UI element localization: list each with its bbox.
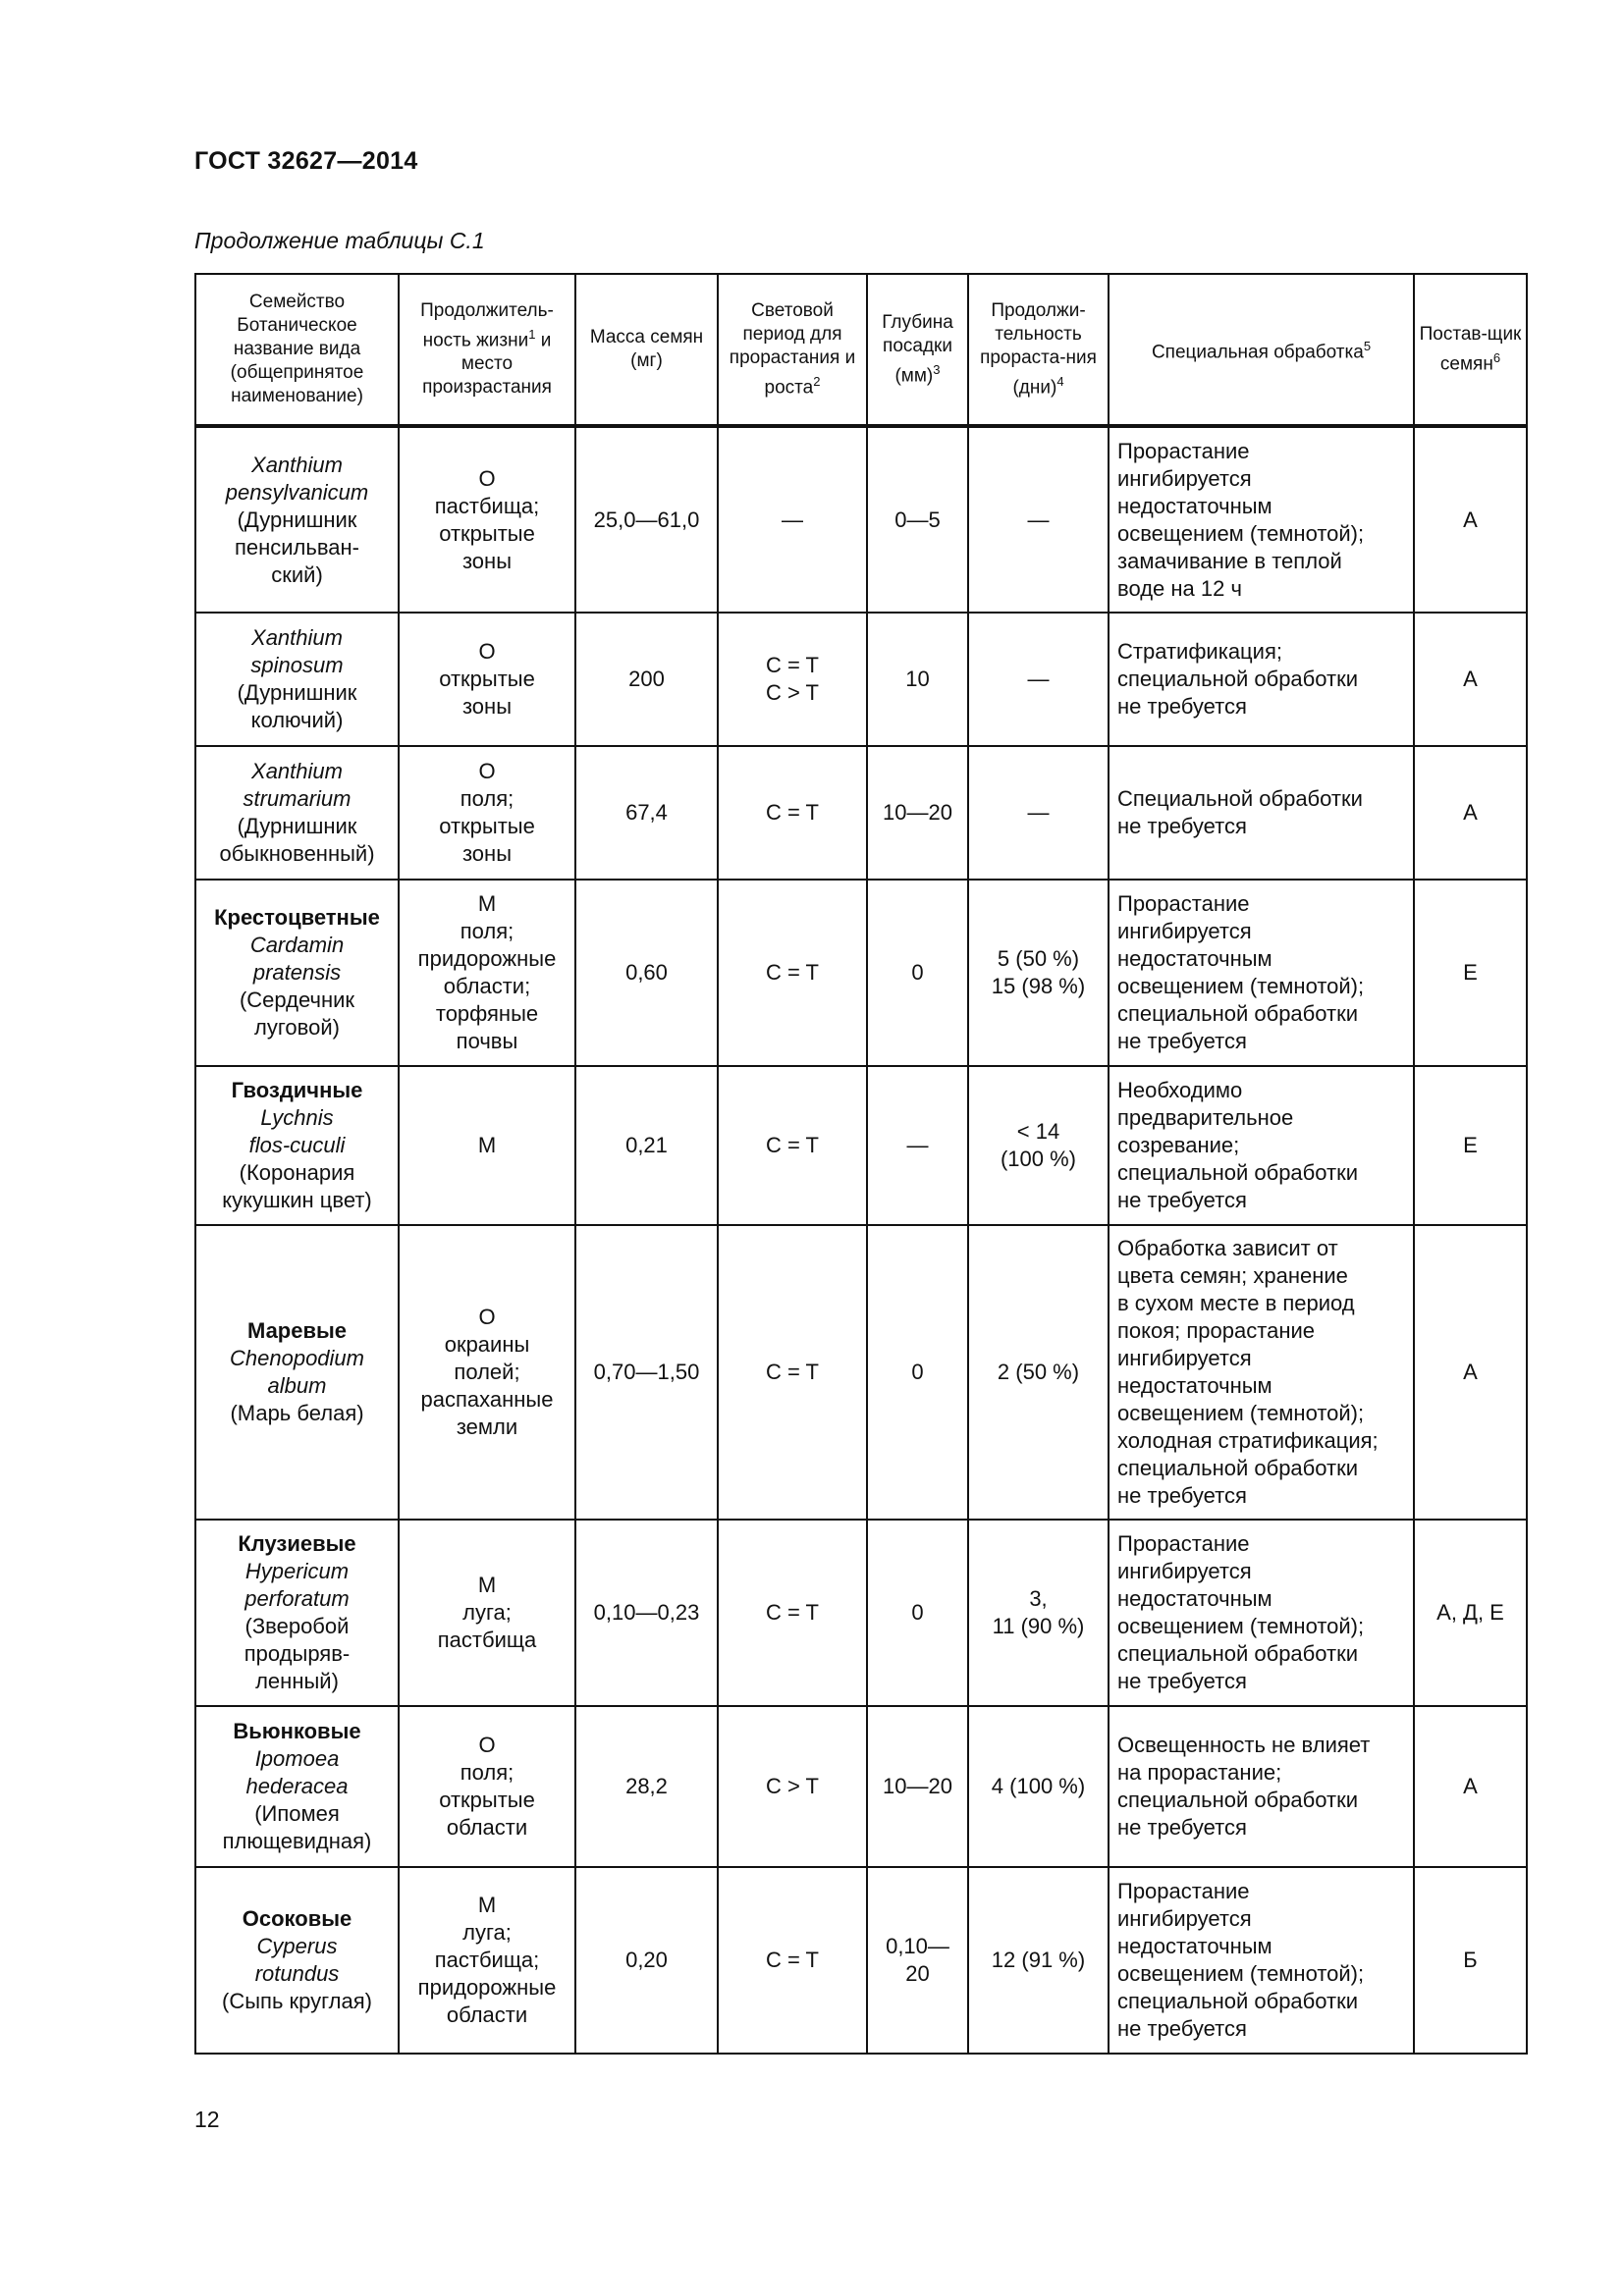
table-row bbox=[195, 1867, 1527, 2054]
species-name-cell bbox=[195, 613, 399, 746]
common-name: обыкновенный) bbox=[219, 841, 375, 866]
common-name: колючий) bbox=[250, 708, 344, 732]
supplier-value: А bbox=[1463, 667, 1478, 691]
planting-depth-cell bbox=[867, 1867, 968, 2054]
special-treatment-line: освещением (темнотой); bbox=[1117, 1614, 1365, 1638]
germination-duration-cell bbox=[968, 880, 1109, 1066]
seed-mass-value: 0,21 bbox=[625, 1133, 668, 1157]
special-treatment-line: специальной обработки bbox=[1117, 1160, 1359, 1185]
seed-mass-cell bbox=[575, 1066, 718, 1225]
life-habitat-cell bbox=[399, 1520, 575, 1706]
latin-name: album bbox=[267, 1373, 327, 1398]
special-treatment-line: ингибируется bbox=[1117, 919, 1252, 943]
life-habitat-line: поля; bbox=[460, 919, 514, 943]
life-habitat-line: О bbox=[478, 639, 496, 664]
light-period-cell bbox=[718, 1225, 867, 1520]
supplier-value: А bbox=[1463, 800, 1478, 825]
species-name-cell bbox=[195, 1706, 399, 1867]
life-habitat-line: зоны bbox=[461, 694, 513, 719]
special-treatment-line: Специальной обработки bbox=[1117, 786, 1363, 811]
light-period-cell bbox=[718, 1066, 867, 1225]
latin-name: rotundus bbox=[254, 1961, 340, 1986]
life-habitat-line: луга; bbox=[462, 1600, 512, 1625]
light-period-value: C = T bbox=[765, 1360, 819, 1384]
planting-depth-value: 0 bbox=[911, 1600, 924, 1625]
life-habitat-line: поля; bbox=[460, 1760, 514, 1785]
common-name: продыряв- bbox=[244, 1641, 351, 1666]
latin-name: Cyperus bbox=[256, 1934, 338, 1958]
light-period-value: — bbox=[782, 507, 803, 532]
special-treatment-line: в сухом месте в период bbox=[1117, 1291, 1355, 1315]
table-row bbox=[195, 880, 1527, 1066]
special-treatment-cell bbox=[1109, 1867, 1414, 2054]
special-treatment-line: ингибируется bbox=[1117, 1559, 1252, 1583]
seed-mass-value: 200 bbox=[628, 667, 665, 691]
life-habitat-line: М bbox=[477, 1573, 497, 1597]
special-treatment-line: не требуется bbox=[1117, 1188, 1247, 1212]
common-name: (Ипомея bbox=[254, 1801, 340, 1826]
special-treatment-line: замачивание в теплой bbox=[1117, 548, 1342, 573]
table-body bbox=[195, 426, 1527, 2054]
life-habitat-cell bbox=[399, 1066, 575, 1225]
latin-name: Lychnis bbox=[260, 1105, 334, 1130]
germination-duration-value: < 14 bbox=[1016, 1119, 1060, 1144]
life-habitat-line: торфяные bbox=[435, 1001, 539, 1026]
species-name-cell bbox=[195, 1225, 399, 1520]
supplier-cell bbox=[1414, 426, 1527, 613]
table-row bbox=[195, 1706, 1527, 1867]
table-row bbox=[195, 1520, 1527, 1706]
planting-depth-value: 0,10— bbox=[886, 1934, 949, 1958]
col-header-treatment: Специальная обработка$^5$ bbox=[1109, 274, 1414, 426]
germination-duration-value: 4 (100 %) bbox=[991, 1774, 1086, 1798]
light-period-value: C = T bbox=[765, 1133, 819, 1157]
common-name: (Марь белая) bbox=[230, 1401, 364, 1425]
special-treatment-line: не требуется bbox=[1117, 1029, 1247, 1053]
family-name: Крестоцветные bbox=[214, 905, 380, 930]
table-caption: Продолжение таблицы С.1 bbox=[194, 228, 485, 253]
supplier-value: А, Д, Е bbox=[1436, 1600, 1504, 1625]
germination-duration-value: 12 (91 %) bbox=[991, 1948, 1086, 1972]
planting-depth-cell bbox=[867, 746, 968, 880]
germination-duration-cell bbox=[968, 746, 1109, 880]
special-treatment-cell bbox=[1109, 1225, 1414, 1520]
special-treatment-line: Необходимо bbox=[1117, 1078, 1243, 1102]
special-treatment-line: Прорастание bbox=[1117, 1879, 1250, 1903]
special-treatment-line: покоя; прорастание bbox=[1117, 1318, 1315, 1343]
supplier-cell bbox=[1414, 880, 1527, 1066]
life-habitat-line: земли bbox=[456, 1415, 518, 1439]
special-treatment-cell bbox=[1109, 1706, 1414, 1867]
life-habitat-line: почвы bbox=[456, 1029, 518, 1053]
special-treatment-line: Прорастание bbox=[1117, 438, 1250, 463]
life-habitat-line: области bbox=[446, 1815, 528, 1840]
light-period-cell bbox=[718, 426, 867, 613]
life-habitat-line: пастбища; bbox=[434, 1948, 540, 1972]
special-treatment-cell bbox=[1109, 746, 1414, 880]
common-name: (Дурнишник bbox=[237, 814, 357, 838]
special-treatment-line: недостаточным bbox=[1117, 946, 1272, 971]
light-period-cell bbox=[718, 1706, 867, 1867]
light-period-cell bbox=[718, 880, 867, 1066]
special-treatment-line: Прорастание bbox=[1117, 891, 1250, 916]
special-treatment-line: не требуется bbox=[1117, 694, 1247, 719]
special-treatment-line: холодная стратификация; bbox=[1117, 1428, 1379, 1453]
germination-duration-value: 3, bbox=[1029, 1586, 1048, 1611]
germination-duration-cell bbox=[968, 613, 1109, 746]
light-period-value: C = T bbox=[765, 1948, 819, 1972]
special-treatment-line: не требуется bbox=[1117, 1483, 1247, 1508]
supplier-value: Е bbox=[1463, 960, 1478, 985]
special-treatment-line: освещением (темнотой); bbox=[1117, 520, 1365, 546]
seed-mass-cell bbox=[575, 426, 718, 613]
special-treatment-line: созревание; bbox=[1117, 1133, 1240, 1157]
seed-mass-value: 28,2 bbox=[625, 1774, 668, 1798]
life-habitat-line: открытые bbox=[439, 667, 535, 691]
latin-name: spinosum bbox=[250, 653, 344, 677]
planting-depth-value: 20 bbox=[905, 1961, 930, 1986]
common-name: (Коронария bbox=[239, 1160, 355, 1185]
life-habitat-line: полей; bbox=[454, 1360, 520, 1384]
life-habitat-line: зоны bbox=[461, 548, 513, 573]
germination-duration-cell bbox=[968, 1225, 1109, 1520]
life-habitat-cell bbox=[399, 1225, 575, 1520]
special-treatment-line: не требуется bbox=[1117, 1669, 1247, 1693]
planting-depth-cell bbox=[867, 1066, 968, 1225]
supplier-value: Е bbox=[1463, 1133, 1478, 1157]
germination-duration-value: — bbox=[1027, 507, 1050, 532]
light-period-cell bbox=[718, 746, 867, 880]
light-period-value: C = T bbox=[765, 800, 819, 825]
table-row bbox=[195, 746, 1527, 880]
latin-name: Ipomoea bbox=[254, 1746, 340, 1771]
germination-duration-value: (100 %) bbox=[1000, 1147, 1077, 1171]
special-treatment-line: Освещенность не влияет bbox=[1117, 1733, 1371, 1757]
special-treatment-line: освещением (темнотой); bbox=[1117, 974, 1365, 998]
light-period-value: C = T bbox=[765, 1600, 819, 1625]
supplier-value: А bbox=[1463, 1774, 1478, 1798]
special-treatment-line: освещением (темнотой); bbox=[1117, 1961, 1365, 1986]
special-treatment-line: специальной обработки bbox=[1117, 1788, 1359, 1812]
supplier-cell bbox=[1414, 1706, 1527, 1867]
seed-mass-value: 0,10—0,23 bbox=[593, 1600, 700, 1625]
planting-depth-cell bbox=[867, 613, 968, 746]
life-habitat-line: зоны bbox=[461, 841, 513, 866]
table-row bbox=[195, 1066, 1527, 1225]
planting-depth-cell bbox=[867, 1520, 968, 1706]
germination-duration-cell bbox=[968, 1520, 1109, 1706]
germination-duration-value: 15 (98 %) bbox=[991, 974, 1086, 998]
special-treatment-line: специальной обработки bbox=[1117, 1001, 1359, 1026]
special-treatment-line: недостаточным bbox=[1117, 493, 1272, 518]
family-name: Клузиевые bbox=[238, 1531, 356, 1556]
germination-duration-value: 11 (90 %) bbox=[992, 1614, 1085, 1638]
supplier-cell bbox=[1414, 1225, 1527, 1520]
special-treatment-cell bbox=[1109, 880, 1414, 1066]
common-name: пенсильван- bbox=[234, 534, 360, 560]
planting-depth-cell bbox=[867, 426, 968, 613]
light-period-value: C = T bbox=[765, 960, 819, 985]
life-habitat-line: открытые bbox=[439, 520, 535, 546]
seed-mass-cell bbox=[575, 1520, 718, 1706]
special-treatment-line: не требуется bbox=[1117, 1815, 1247, 1840]
germination-duration-value: — bbox=[1027, 800, 1050, 825]
seed-mass-value: 0,70—1,50 bbox=[593, 1360, 700, 1384]
life-habitat-line: О bbox=[478, 759, 496, 783]
col-header-name: Семейство Ботаническое название вида (общепринятое наименование) bbox=[195, 274, 399, 426]
germination-duration-cell bbox=[968, 1066, 1109, 1225]
special-treatment-line: Стратификация; bbox=[1117, 639, 1282, 664]
life-habitat-cell bbox=[399, 880, 575, 1066]
seed-mass-cell bbox=[575, 1706, 718, 1867]
species-name-cell bbox=[195, 1520, 399, 1706]
life-habitat-line: распаханные bbox=[420, 1387, 554, 1412]
family-name: Маревые bbox=[246, 1318, 348, 1343]
special-treatment-line: ингибируется bbox=[1117, 1906, 1252, 1931]
life-habitat-cell bbox=[399, 746, 575, 880]
common-name: луговой) bbox=[254, 1015, 340, 1040]
life-habitat-line: О bbox=[478, 1305, 496, 1329]
special-treatment-cell bbox=[1109, 1066, 1414, 1225]
special-treatment-line: специальной обработки bbox=[1117, 667, 1359, 691]
family-name: Гвоздичные bbox=[231, 1078, 363, 1102]
seed-table bbox=[194, 273, 1528, 2055]
seed-mass-cell bbox=[575, 613, 718, 746]
life-habitat-line: окраины bbox=[444, 1332, 530, 1357]
latin-name: Xanthium bbox=[251, 759, 343, 783]
page-number: 12 bbox=[194, 2107, 220, 2132]
light-period-value: C > T bbox=[765, 1774, 819, 1798]
common-name: кукушкин цвет) bbox=[222, 1188, 372, 1212]
planting-depth-cell bbox=[867, 1706, 968, 1867]
common-name: (Дурнишник bbox=[237, 680, 357, 705]
seed-mass-cell bbox=[575, 1867, 718, 2054]
latin-name: pensylvanicum bbox=[225, 479, 369, 505]
planting-depth-value: 10—20 bbox=[883, 1774, 952, 1798]
family-name: Вьюнковые bbox=[233, 1719, 361, 1743]
special-treatment-line: специальной обработки bbox=[1117, 1989, 1359, 2013]
special-treatment-line: недостаточным bbox=[1117, 1586, 1272, 1611]
special-treatment-line: освещением (темнотой); bbox=[1117, 1401, 1365, 1425]
special-treatment-line: предварительное bbox=[1117, 1105, 1294, 1130]
life-habitat-cell bbox=[399, 426, 575, 613]
life-habitat-line: придорожные bbox=[417, 1975, 557, 2000]
germination-duration-cell bbox=[968, 426, 1109, 613]
seed-mass-cell bbox=[575, 880, 718, 1066]
species-name-cell bbox=[195, 880, 399, 1066]
col-header-life: Продолжитель-ность жизни$^1$ и место произрастания bbox=[399, 274, 575, 426]
special-treatment-cell bbox=[1109, 1520, 1414, 1706]
common-name: ский) bbox=[271, 561, 323, 587]
supplier-value: А bbox=[1463, 507, 1478, 532]
species-name-cell bbox=[195, 1867, 399, 2054]
light-period-cell bbox=[718, 1867, 867, 2054]
special-treatment-cell bbox=[1109, 613, 1414, 746]
light-period-cell bbox=[718, 613, 867, 746]
special-treatment-line: Обработка зависит от bbox=[1117, 1236, 1338, 1260]
table-header-row bbox=[195, 274, 1527, 426]
special-treatment-line: цвета семян; хранение bbox=[1117, 1263, 1348, 1288]
common-name: плющевидная) bbox=[222, 1829, 372, 1853]
life-habitat-line: О bbox=[478, 1733, 496, 1757]
latin-name: Xanthium bbox=[251, 625, 343, 650]
life-habitat-line: М bbox=[477, 1893, 497, 1917]
supplier-cell bbox=[1414, 1066, 1527, 1225]
special-treatment-line: не требуется bbox=[1117, 814, 1247, 838]
supplier-cell bbox=[1414, 746, 1527, 880]
life-habitat-line: О bbox=[478, 465, 496, 491]
latin-name: flos-cuculi bbox=[248, 1133, 346, 1157]
latin-name: perforatum bbox=[244, 1586, 350, 1611]
special-treatment-line: ингибируется bbox=[1117, 465, 1252, 491]
special-treatment-line: на прорастание; bbox=[1117, 1760, 1282, 1785]
document-header: ГОСТ 32627—2014 bbox=[194, 147, 418, 175]
life-habitat-line: М bbox=[477, 1133, 497, 1157]
planting-depth-cell bbox=[867, 880, 968, 1066]
common-name: ленный) bbox=[255, 1669, 339, 1693]
latin-name: hederacea bbox=[245, 1774, 349, 1798]
planting-depth-value: 0 bbox=[911, 960, 924, 985]
life-habitat-line: луга; bbox=[462, 1920, 512, 1945]
col-header-duration: Продолжи-тельность прораста-ния (дни)$^4$ bbox=[968, 274, 1109, 426]
common-name: (Сыпь круглая) bbox=[222, 1989, 372, 2013]
special-treatment-line: Прорастание bbox=[1117, 1531, 1250, 1556]
table-row bbox=[195, 613, 1527, 746]
col-header-depth: Глубина посадки (мм)$^3$ bbox=[867, 274, 968, 426]
life-habitat-line: поля; bbox=[460, 786, 514, 811]
supplier-value: А bbox=[1463, 1360, 1478, 1384]
seed-mass-value: 0,20 bbox=[625, 1948, 668, 1972]
light-period-cell bbox=[718, 1520, 867, 1706]
col-header-supplier: Постав-щик семян$^6$ bbox=[1414, 274, 1527, 426]
latin-name: Xanthium bbox=[251, 452, 343, 477]
planting-depth-value: — bbox=[906, 1133, 929, 1157]
latin-name: Hypericum bbox=[244, 1559, 350, 1583]
life-habitat-cell bbox=[399, 1706, 575, 1867]
life-habitat-line: области; bbox=[443, 974, 531, 998]
supplier-cell bbox=[1414, 1867, 1527, 2054]
germination-duration-value: 2 (50 %) bbox=[997, 1360, 1080, 1384]
common-name: (Сердечник bbox=[239, 988, 355, 1012]
col-header-light: Световой период для прорастания и роста$^2$ bbox=[718, 274, 867, 426]
supplier-cell bbox=[1414, 1520, 1527, 1706]
special-treatment-line: специальной обработки bbox=[1117, 1456, 1359, 1480]
supplier-value: Б bbox=[1463, 1948, 1478, 1972]
table-row bbox=[195, 426, 1527, 613]
seed-mass-value: 0,60 bbox=[625, 960, 668, 985]
life-habitat-line: области bbox=[446, 2002, 528, 2027]
seed-mass-value: 67,4 bbox=[625, 800, 668, 825]
latin-name: Cardamin bbox=[249, 933, 345, 957]
life-habitat-line: открытые bbox=[439, 1788, 535, 1812]
species-name-cell bbox=[195, 426, 399, 613]
special-treatment-line: специальной обработки bbox=[1117, 1641, 1359, 1666]
life-habitat-line: пастбища bbox=[437, 1628, 537, 1652]
special-treatment-line: не требуется bbox=[1117, 2016, 1247, 2041]
planting-depth-cell bbox=[867, 1225, 968, 1520]
family-name: Осоковые bbox=[242, 1906, 352, 1931]
species-name-cell bbox=[195, 746, 399, 880]
light-period-value: C > T bbox=[765, 680, 819, 705]
supplier-cell bbox=[1414, 613, 1527, 746]
special-treatment-cell bbox=[1109, 426, 1414, 613]
common-name: (Дурнишник bbox=[237, 507, 357, 532]
special-treatment-line: воде на 12 ч bbox=[1117, 575, 1242, 601]
latin-name: pratensis bbox=[252, 960, 342, 985]
germination-duration-value: — bbox=[1027, 667, 1050, 691]
latin-name: strumarium bbox=[243, 786, 352, 811]
life-habitat-line: пастбища; bbox=[434, 493, 540, 518]
special-treatment-line: ингибируется bbox=[1117, 1346, 1252, 1370]
col-header-mass: Масса семян (мг) bbox=[575, 274, 718, 426]
species-name-cell bbox=[195, 1066, 399, 1225]
special-treatment-line: недостаточным bbox=[1117, 1373, 1272, 1398]
planting-depth-value: 0—5 bbox=[894, 507, 941, 532]
life-habitat-line: М bbox=[477, 891, 497, 916]
germination-duration-value: 5 (50 %) bbox=[997, 946, 1080, 971]
life-habitat-cell bbox=[399, 1867, 575, 2054]
germination-duration-cell bbox=[968, 1867, 1109, 2054]
life-habitat-line: открытые bbox=[439, 814, 535, 838]
seed-mass-value: 25,0—61,0 bbox=[593, 507, 700, 532]
seed-mass-cell bbox=[575, 1225, 718, 1520]
planting-depth-value: 10—20 bbox=[883, 800, 952, 825]
seed-mass-cell bbox=[575, 746, 718, 880]
table-row bbox=[195, 1225, 1527, 1520]
life-habitat-cell bbox=[399, 613, 575, 746]
germination-duration-cell bbox=[968, 1706, 1109, 1867]
special-treatment-line: недостаточным bbox=[1117, 1934, 1272, 1958]
latin-name: Chenopodium bbox=[230, 1346, 364, 1370]
life-habitat-line: придорожные bbox=[417, 946, 557, 971]
planting-depth-value: 0 bbox=[911, 1360, 924, 1384]
common-name: (Зверобой bbox=[244, 1614, 350, 1638]
planting-depth-value: 10 bbox=[905, 667, 930, 691]
light-period-value: C = T bbox=[765, 653, 819, 677]
